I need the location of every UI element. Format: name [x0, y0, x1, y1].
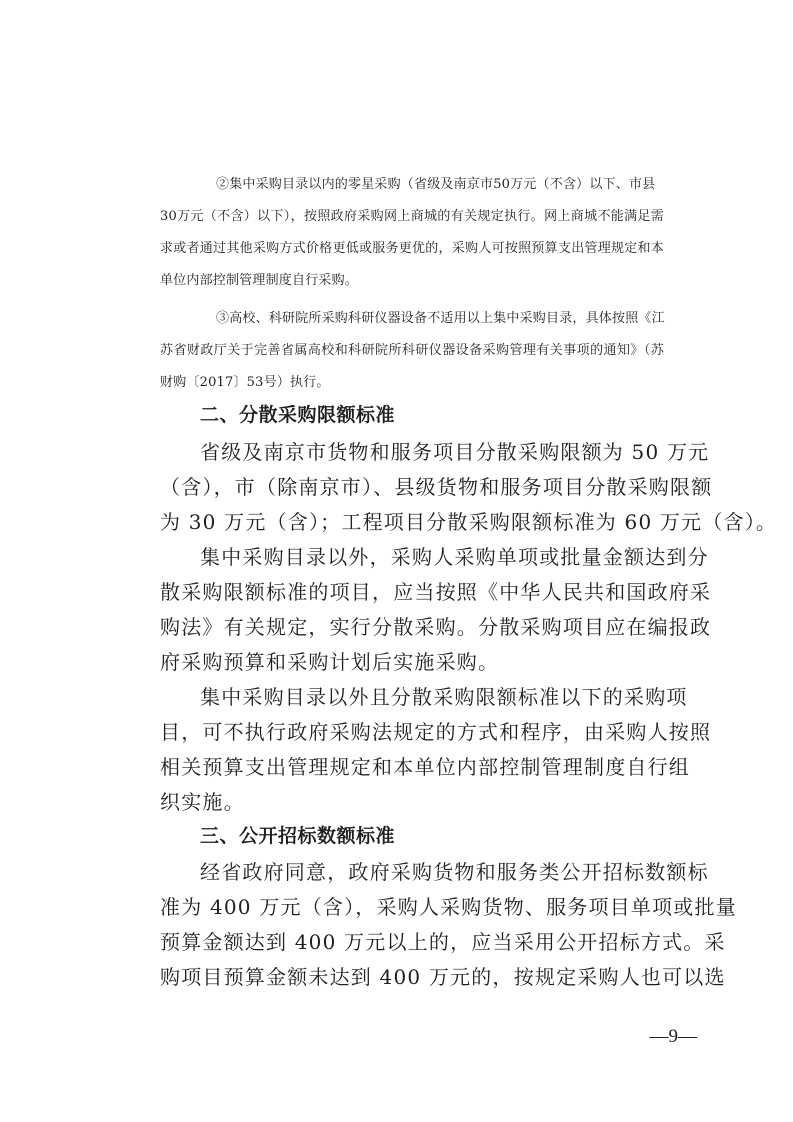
section-heading-3: 三、公开招标数额标准 [200, 825, 396, 847]
section-2-para-3-line-1: 集中采购目录以外且分散采购限额标准以下的采购项 [200, 685, 688, 709]
section-3-para-1-line-1: 经省政府同意，政府采购货物和服务类公开招标数额标 [200, 860, 709, 884]
section-heading-2: 二、分散采购限额标准 [200, 404, 396, 426]
section-3-para-1-line-2: 准为 400 万元（含），采购人采购货物、服务项目单项或批量 [160, 895, 737, 919]
section-2-para-1-line-3: 为 30 万元（含）；工程项目分散采购限额标准为 60 万元（含）。 [160, 510, 778, 534]
item-2-line-2: 30万元（不含）以下），按照政府采购网上商城的有关规定执行。网上商城不能满足需 [160, 209, 664, 224]
section-2-para-2-line-1: 集中采购目录以外，采购人采购单项或批量金额达到分 [200, 545, 709, 569]
page-number: —9— [649, 1026, 697, 1047]
item-2-line-1: ②集中采购目录以内的零星采购（省级及南京市50万元（不含）以下、市县 [216, 177, 656, 192]
item-3-line-2: 苏省财政厅关于完善省属高校和科研院所科研仪器设备采购管理有关事项的通知》（苏 [160, 343, 664, 358]
item-3-line-1: ③高校、科研院所采购科研仪器设备不适用以上集中采购目录，具体按照《江 [216, 311, 665, 326]
item-2-line-3: 求或者通过其他采购方式价格更低或服务更优的，采购人可按照预算支出管理规定和本 [160, 241, 664, 256]
item-2-line-4: 单位内部控制管理制度自行采购。 [160, 273, 359, 288]
section-2-para-2-line-4: 府采购预算和采购计划后实施采购。 [160, 650, 500, 674]
section-3-para-1-line-3: 预算金额达到 400 万元以上的，应当采用公开招标方式。采 [160, 930, 726, 954]
section-2-para-1-line-1: 省级及南京市货物和服务项目分散采购限额为 50 万元 [200, 440, 710, 464]
section-2-para-2-line-2: 散采购限额标准的项目，应当按照《中华人民共和国政府采 [160, 580, 712, 604]
section-2-para-3-line-3: 相关预算支出管理规定和本单位内部控制管理制度自行组 [160, 755, 690, 779]
section-2-para-3-line-2: 目，可不执行政府采购法规定的方式和程序，由采购人按照 [160, 720, 712, 744]
section-2-para-3-line-4: 织实施。 [160, 790, 245, 814]
section-3-para-1-line-4: 购项目预算金额未达到 400 万元的，按规定采购人也可以选 [160, 965, 726, 989]
item-3-line-3: 财购〔2017〕53号）执行。 [160, 375, 330, 390]
section-2-para-1-line-2: （含），市（除南京市）、县级货物和服务项目分散采购限额 [160, 475, 713, 499]
section-2-para-2-line-3: 购法》有关规定，实行分散采购。分散采购项目应在编报政 [160, 615, 712, 639]
